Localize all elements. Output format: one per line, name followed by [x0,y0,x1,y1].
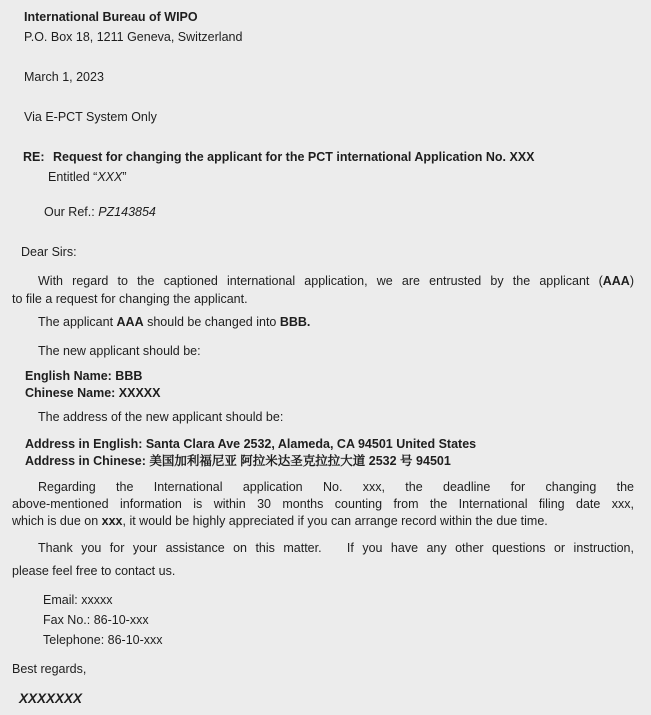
text-segment: Thank you for your assistance on this matter. If you have any other questions or instruction, [38,541,634,556]
para-line [12,343,634,361]
para-line [12,314,634,332]
text-segment: PZ143854 [98,205,156,219]
para-new-applicant [12,343,634,361]
re-line [23,147,634,167]
text-segment: , it would be highly appreciated if you can arrange record within the due time. [122,514,548,529]
contact-block [43,590,634,650]
text-segment: above-mentioned information is within 30 months counting from the International filing date xxx, [12,496,634,511]
text-segment: The address of the new applicant should be: [38,410,284,424]
text-segment: Entitled “ [48,170,98,184]
text-segment: ) [629,274,634,288]
address-english: Address in English: Santa Clara Ave 2532, Alameda, CA 94501 United States [25,436,477,451]
text-segment: The applicant [38,315,117,329]
contact-email: Email: xxxxx [43,593,113,608]
delivery-method: Via E-PCT System Only [24,110,157,124]
para-line [12,479,634,496]
para-line [12,537,634,560]
para-thanks [12,537,634,582]
name-chinese: Chinese Name: XXXXX [25,386,161,400]
re-label: RE: [23,150,45,164]
text-segment: to file a request for changing the applicant. [12,291,248,306]
salutation: Dear Sirs: [21,245,77,259]
text-segment: xxx [101,514,123,529]
contact-phone: Telephone: 86-10-xxx [43,633,163,648]
text-segment: Our Ref.: [44,205,99,219]
text-segment: which is due on [12,514,102,529]
para-line [12,409,634,427]
para-address-intro [12,409,634,427]
entitled-line [48,167,634,187]
closing: Best regards, [12,662,87,677]
sender-name: International Bureau of WIPO [24,10,198,24]
letter-date: March 1, 2023 [24,70,104,84]
address-chinese: Address in Chinese: 美国加利福尼亚 阿拉米达圣克拉拉大道 2532 号 94501 [25,453,451,468]
para-line [12,496,634,513]
text-segment: BBB. [279,315,311,329]
text-segment: AAA [602,274,630,288]
text-segment: please feel free to contact us. [12,563,176,578]
signature: XXXXXXX [19,691,83,707]
text-segment: XXX [97,170,123,184]
applicant-addresses [25,436,634,470]
text-segment: The new applicant should be: [38,343,201,358]
our-ref-line [44,202,634,222]
text-segment: ” [122,170,127,184]
name-english: English Name: BBB [25,369,143,383]
para-entrusted [12,273,634,308]
sender-address: P.O. Box 18, 1211 Geneva, Switzerland [24,30,243,44]
re-subject: Request for changing the applicant for the PCT international Application No. XXX [53,150,535,164]
text-segment: should be changed into [143,315,280,329]
para-line [12,291,634,309]
applicant-names [25,368,634,402]
text-segment: With regard to the captioned international application, we are entrusted by the applicant ( [38,274,603,288]
para-line [12,560,634,583]
contact-fax: Fax No.: 86-10-xxx [43,613,149,628]
para-change [12,314,634,332]
text-segment: AAA [116,315,144,329]
para-deadline [12,479,634,531]
para-line [12,273,634,291]
para-line [12,513,634,530]
text-segment: Regarding the International application No. xxx, the deadline for changing the [38,479,634,494]
